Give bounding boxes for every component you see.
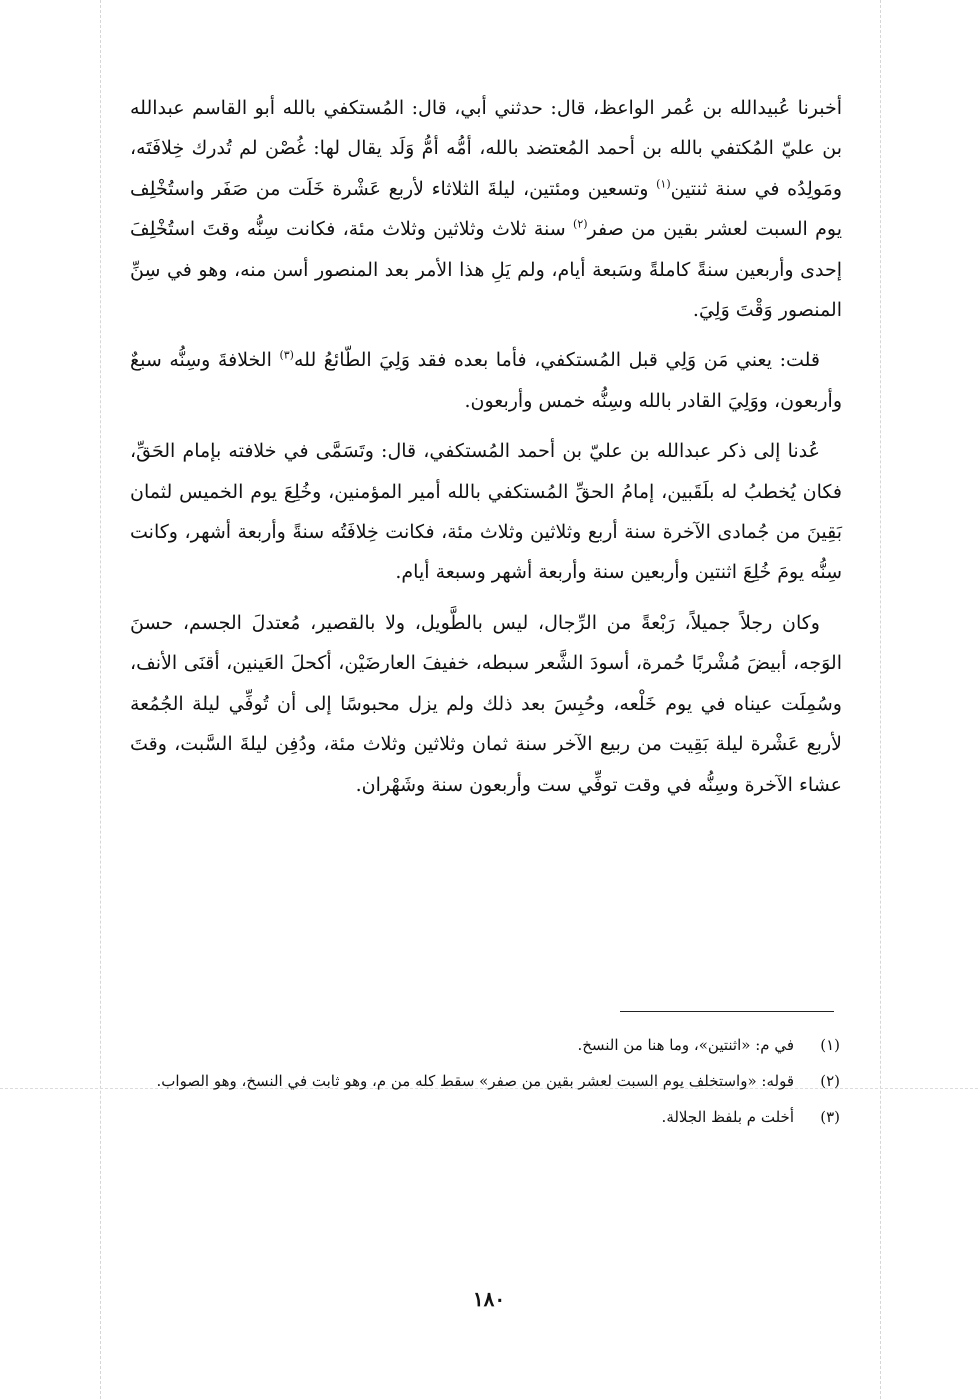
text-segment: عُدنا إلى ذكر عبدالله بن عليّ بن أحمد المُستكفي، قال: وتَسَمَّى في خلافته بإمام الحَقِّ، فكان يُخطبُ له بلَقَبين، إمامُ الحقِّ المُستكفي بالله أمير المؤمنين، وخُلِعَ يوم الخميس لثمان بَقِينَ من جُمادى الآخرة سنة أربع وثلاثين وثلاث مئة، فكانت خِلافَتُه سنةً وأربعة أشهر، وكانت سِنُّه يومَ خُلِعَ اثنتين وأربعين سنة وأربعة أشهر وسبعة أيام. bbox=[130, 440, 842, 584]
page-number: ١٨٠ bbox=[472, 1287, 506, 1311]
footnote-text: في م: «اثنتين»، وما هنا من النسخ. bbox=[577, 1036, 794, 1054]
footnote-1 bbox=[140, 1030, 840, 1060]
paragraph-1 bbox=[130, 88, 842, 330]
scan-guide-right bbox=[880, 0, 881, 1399]
footnote-3 bbox=[140, 1102, 840, 1132]
footnote-2 bbox=[140, 1066, 840, 1096]
scan-guide-left bbox=[100, 0, 101, 1399]
main-text bbox=[130, 88, 842, 815]
text-segment: الخلافةَ وسِنُّه سبعٌ وأربعون، ووَلِيَ القادر بالله وسِنُّه خمس وأربعون. bbox=[130, 349, 842, 412]
paragraph-2 bbox=[130, 340, 842, 421]
footnote-reference: (٣) bbox=[279, 349, 294, 363]
footnote-number: (٣) bbox=[820, 1108, 840, 1126]
footnote-reference: (٢) bbox=[573, 217, 588, 231]
footnote-number: (١) bbox=[820, 1036, 840, 1054]
text-segment: قلت: يعني مَن وَلِي قبل المُستكفي، فأما بعده فقد وَلِيَ الطّائعُ لله bbox=[293, 349, 821, 372]
footnotes bbox=[140, 1030, 840, 1138]
footnote-number: (٢) bbox=[820, 1072, 840, 1090]
text-segment: أخبرنا عُبيدالله بن عُمر الواعظ، قال: حدثني أبي، قال: المُستكفي بالله أبو القاسم عبدالله بن عليّ المُكتفي بالله بن أحمد المُعتضد بالله، أمُّه أمُّ وَلَد يقال لها: غُصْن لم تُدرك خِلافَتَه، ومَولِدُه في سنة ثنتين bbox=[130, 97, 842, 200]
text-segment: وكان رجلاً جميلاً، رَبْعةً من الرِّجال، ليس بالطَّويل، ولا بالقصير، مُعتدلَ الجسم، حسنَ الوَجه، أبيضَ مُشْربًا حُمرة، أسودَ الشَّعر سبطه، خفيفَ العارضَيْن، أكحلَ العَينين، أقنَى الأنف، وسُمِلَت عيناه في يوم خَلْعه، وحُبِسَ بعد ذلك ولم يزل محبوسًا إلى أن تُوفِّي ليلة الجُمُعة لأربع عَشْرة ليلة بَقِيت من ربيع الآخر سنة ثمان وثلاثين وثلاث مئة، ودُفِن ليلةَ السَّبت، وقتَ عشاء الآخرة وسِنُّه في وقت توفِّي ست وأربعون سنة وشَهْران. bbox=[130, 611, 842, 796]
text-segment: وتسعين ومئتين، ليلةَ الثلاثاء لأربع عَشْرة خَلَت من صَفَر واستُخْلِف يوم السبت لعشر بقين من صفر bbox=[130, 177, 842, 241]
footnote-text: قوله: «واستخلف يوم السبت لعشر بقين من صفر» سقط كله من م، وهو ثابت في النسخ، وهو الصواب. bbox=[156, 1072, 794, 1090]
text-segment: سنة ثلاث وثلاثين وثلاث مئة، فكانت سِنُّه وقتَ استُخْلِفَ إحدى وأربعين سنةً كاملةً وسَبعة أيام، ولم يَلِ هذا الأمر بعد المنصور أسن منه، وهو في سِنِّ المنصور وَقْتَ وَلِيَ. bbox=[130, 218, 842, 322]
paragraph-3 bbox=[130, 431, 842, 593]
footnote-text: أخلت م بلفظ الجلالة. bbox=[661, 1108, 794, 1126]
footnote-separator bbox=[620, 1011, 834, 1012]
footnote-reference: (١) bbox=[656, 177, 671, 191]
paragraph-4 bbox=[130, 603, 842, 805]
